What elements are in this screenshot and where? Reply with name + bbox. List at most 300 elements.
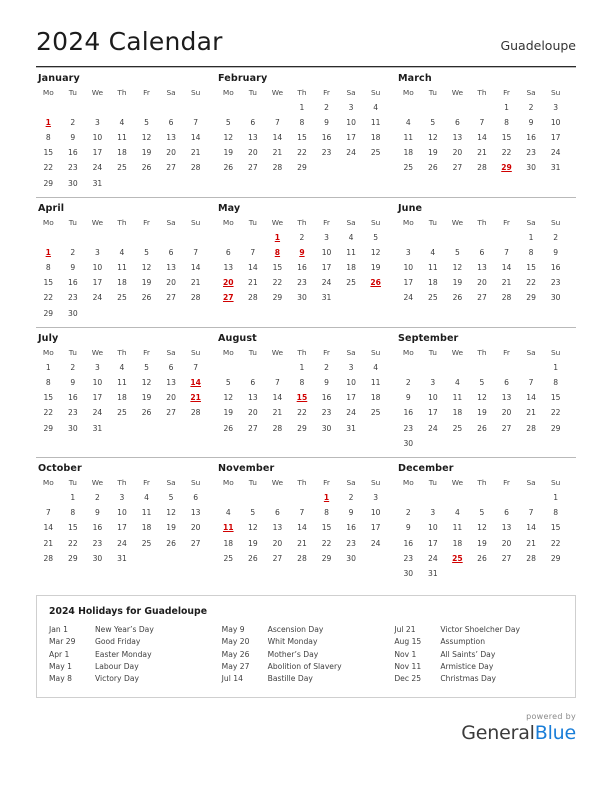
- day-cell[interactable]: 28: [190, 163, 201, 173]
- day-cell[interactable]: 12: [166, 508, 176, 518]
- day-cell[interactable]: 3: [348, 102, 354, 112]
- day-cell[interactable]: 4: [119, 117, 125, 127]
- day-cell[interactable]: 24: [550, 148, 561, 158]
- day-cell[interactable]: 3: [373, 492, 379, 502]
- day-cell-holiday[interactable]: 26: [370, 278, 381, 288]
- day-cell[interactable]: 11: [452, 523, 463, 533]
- day-cell[interactable]: 26: [477, 423, 487, 433]
- day-cell-holiday[interactable]: 21: [190, 393, 201, 403]
- day-cell[interactable]: 18: [370, 393, 381, 403]
- day-cell[interactable]: 19: [166, 523, 176, 533]
- day-cell[interactable]: 1: [528, 232, 534, 242]
- day-cell[interactable]: 19: [141, 278, 152, 288]
- day-cell[interactable]: 7: [250, 247, 256, 257]
- day-cell[interactable]: 24: [321, 278, 332, 288]
- day-cell[interactable]: 21: [248, 278, 258, 288]
- day-cell[interactable]: 1: [70, 492, 76, 502]
- day-cell[interactable]: 15: [43, 148, 54, 158]
- day-cell[interactable]: 31: [428, 568, 438, 578]
- day-cell[interactable]: 23: [526, 148, 536, 158]
- day-cell[interactable]: 25: [403, 163, 414, 173]
- day-cell-holiday[interactable]: 25: [452, 553, 463, 563]
- day-cell[interactable]: 9: [528, 117, 534, 127]
- day-cell[interactable]: 18: [346, 263, 356, 273]
- day-cell[interactable]: 9: [553, 247, 559, 257]
- day-cell[interactable]: 26: [452, 293, 463, 303]
- day-cell[interactable]: 23: [92, 538, 103, 548]
- day-cell[interactable]: 15: [550, 393, 561, 403]
- day-cell[interactable]: 30: [403, 568, 414, 578]
- day-cell[interactable]: 16: [526, 132, 536, 142]
- day-cell[interactable]: 18: [452, 408, 463, 418]
- day-cell[interactable]: 2: [70, 117, 76, 127]
- day-cell[interactable]: 16: [68, 148, 78, 158]
- day-cell[interactable]: 19: [370, 263, 381, 273]
- day-cell[interactable]: 21: [190, 148, 201, 158]
- day-cell[interactable]: 13: [248, 393, 258, 403]
- day-cell[interactable]: 3: [119, 492, 125, 502]
- day-cell[interactable]: 8: [45, 263, 51, 273]
- day-cell[interactable]: 2: [324, 362, 329, 372]
- day-cell[interactable]: 4: [144, 492, 149, 502]
- day-cell[interactable]: 21: [272, 148, 283, 158]
- day-cell[interactable]: 10: [321, 247, 332, 257]
- day-cell[interactable]: 28: [526, 423, 536, 433]
- day-cell[interactable]: 22: [297, 148, 307, 158]
- day-cell[interactable]: 17: [92, 278, 103, 288]
- day-cell[interactable]: 6: [168, 117, 174, 127]
- day-cell[interactable]: 14: [526, 393, 536, 403]
- day-cell[interactable]: 14: [501, 263, 512, 273]
- day-cell[interactable]: 16: [92, 523, 103, 533]
- day-cell[interactable]: 16: [68, 278, 78, 288]
- day-cell[interactable]: 30: [68, 423, 78, 433]
- day-cell[interactable]: 28: [501, 293, 512, 303]
- day-cell[interactable]: 10: [92, 263, 103, 273]
- day-cell[interactable]: 24: [346, 148, 356, 158]
- day-cell[interactable]: 17: [370, 523, 381, 533]
- day-cell[interactable]: 30: [297, 293, 307, 303]
- day-cell[interactable]: 29: [272, 293, 283, 303]
- day-cell[interactable]: 5: [225, 378, 231, 388]
- day-cell[interactable]: 17: [346, 132, 356, 142]
- day-cell[interactable]: 9: [405, 523, 411, 533]
- day-cell[interactable]: 5: [454, 247, 460, 257]
- day-cell[interactable]: 24: [370, 538, 381, 548]
- day-cell[interactable]: 2: [299, 232, 305, 242]
- day-cell[interactable]: 29: [526, 293, 536, 303]
- day-cell[interactable]: 14: [477, 132, 487, 142]
- day-cell[interactable]: 26: [477, 553, 487, 563]
- day-cell[interactable]: 18: [452, 538, 463, 548]
- day-cell[interactable]: 6: [479, 247, 485, 257]
- day-cell[interactable]: 25: [223, 553, 234, 563]
- day-cell[interactable]: 19: [141, 148, 152, 158]
- day-cell[interactable]: 17: [117, 523, 127, 533]
- day-cell[interactable]: 8: [45, 132, 51, 142]
- day-cell[interactable]: 14: [272, 393, 283, 403]
- day-cell[interactable]: 25: [141, 538, 152, 548]
- day-cell[interactable]: 13: [501, 393, 512, 403]
- day-cell[interactable]: 4: [454, 378, 460, 388]
- day-cell[interactable]: 20: [248, 408, 258, 418]
- day-cell[interactable]: 13: [190, 508, 201, 518]
- day-cell[interactable]: 1: [553, 492, 559, 502]
- day-cell[interactable]: 11: [346, 247, 356, 257]
- day-cell[interactable]: 29: [297, 163, 307, 173]
- day-cell[interactable]: 31: [321, 293, 332, 303]
- day-cell[interactable]: 1: [299, 362, 305, 372]
- day-cell[interactable]: 28: [526, 553, 536, 563]
- day-cell[interactable]: 12: [141, 263, 152, 273]
- day-cell[interactable]: 26: [248, 553, 258, 563]
- day-cell[interactable]: 8: [299, 117, 305, 127]
- day-cell[interactable]: 1: [504, 102, 509, 112]
- day-cell[interactable]: 7: [45, 508, 51, 518]
- day-cell[interactable]: 23: [68, 408, 78, 418]
- day-cell[interactable]: 20: [248, 148, 258, 158]
- day-cell[interactable]: 31: [117, 553, 127, 563]
- day-cell[interactable]: 13: [166, 132, 176, 142]
- day-cell[interactable]: 19: [141, 393, 152, 403]
- day-cell[interactable]: 27: [248, 423, 258, 433]
- day-cell[interactable]: 4: [225, 508, 231, 518]
- day-cell[interactable]: 28: [248, 293, 258, 303]
- day-cell[interactable]: 20: [166, 278, 176, 288]
- day-cell[interactable]: 1: [299, 102, 305, 112]
- day-cell[interactable]: 20: [501, 538, 512, 548]
- day-cell[interactable]: 10: [428, 523, 438, 533]
- day-cell[interactable]: 20: [477, 278, 487, 288]
- day-cell[interactable]: 21: [297, 538, 307, 548]
- day-cell[interactable]: 2: [553, 232, 559, 242]
- day-cell[interactable]: 5: [225, 117, 231, 127]
- day-cell[interactable]: 25: [346, 278, 356, 288]
- day-cell[interactable]: 24: [92, 163, 103, 173]
- day-cell-holiday[interactable]: 9: [299, 247, 305, 257]
- day-cell[interactable]: 8: [45, 378, 51, 388]
- day-cell[interactable]: 2: [70, 362, 76, 372]
- day-cell-holiday[interactable]: 11: [222, 523, 234, 533]
- day-cell[interactable]: 6: [250, 378, 256, 388]
- day-cell[interactable]: 4: [373, 102, 379, 112]
- day-cell[interactable]: 9: [70, 132, 76, 142]
- day-cell[interactable]: 30: [68, 178, 78, 188]
- day-cell[interactable]: 15: [526, 263, 536, 273]
- day-cell[interactable]: 4: [373, 362, 379, 372]
- day-cell[interactable]: 1: [45, 362, 51, 372]
- day-cell-holiday[interactable]: 14: [190, 378, 201, 388]
- day-cell[interactable]: 13: [452, 132, 463, 142]
- day-cell[interactable]: 5: [144, 247, 149, 257]
- day-cell[interactable]: 24: [117, 538, 127, 548]
- day-cell[interactable]: 24: [428, 423, 438, 433]
- day-cell[interactable]: 10: [370, 508, 381, 518]
- day-cell-holiday[interactable]: 8: [274, 247, 281, 257]
- day-cell[interactable]: 22: [526, 278, 536, 288]
- day-cell[interactable]: 29: [297, 423, 307, 433]
- day-cell[interactable]: 29: [43, 423, 54, 433]
- day-cell[interactable]: 7: [479, 117, 485, 127]
- day-cell[interactable]: 22: [43, 163, 54, 173]
- day-cell[interactable]: 27: [272, 553, 283, 563]
- day-cell[interactable]: 10: [117, 508, 127, 518]
- day-cell[interactable]: 15: [43, 278, 54, 288]
- day-cell[interactable]: 2: [405, 378, 411, 388]
- day-cell[interactable]: 26: [141, 293, 152, 303]
- day-cell[interactable]: 28: [190, 408, 201, 418]
- day-cell[interactable]: 16: [321, 393, 332, 403]
- day-cell[interactable]: 12: [223, 132, 234, 142]
- day-cell-holiday[interactable]: 29: [501, 163, 512, 173]
- day-cell[interactable]: 8: [504, 117, 509, 127]
- day-cell[interactable]: 9: [348, 508, 354, 518]
- day-cell[interactable]: 28: [272, 163, 283, 173]
- day-cell-holiday[interactable]: 27: [222, 293, 234, 303]
- day-cell[interactable]: 22: [297, 408, 307, 418]
- day-cell[interactable]: 23: [321, 408, 332, 418]
- day-cell[interactable]: 23: [68, 163, 78, 173]
- day-cell[interactable]: 10: [346, 378, 356, 388]
- day-cell[interactable]: 31: [92, 423, 103, 433]
- day-cell[interactable]: 6: [274, 508, 280, 518]
- day-cell[interactable]: 14: [272, 132, 283, 142]
- day-cell[interactable]: 19: [477, 408, 487, 418]
- day-cell[interactable]: 10: [92, 132, 103, 142]
- day-cell[interactable]: 12: [477, 523, 487, 533]
- day-cell[interactable]: 17: [92, 148, 103, 158]
- day-cell[interactable]: 29: [550, 423, 561, 433]
- day-cell[interactable]: 4: [119, 247, 125, 257]
- day-cell[interactable]: 5: [479, 508, 485, 518]
- day-cell[interactable]: 29: [321, 553, 332, 563]
- day-cell[interactable]: 8: [299, 378, 305, 388]
- day-cell[interactable]: 30: [550, 293, 561, 303]
- day-cell[interactable]: 25: [370, 148, 381, 158]
- day-cell-holiday[interactable]: 1: [323, 492, 330, 502]
- day-cell[interactable]: 10: [428, 393, 438, 403]
- day-cell[interactable]: 15: [321, 523, 332, 533]
- day-cell[interactable]: 30: [321, 423, 332, 433]
- day-cell[interactable]: 14: [297, 523, 307, 533]
- day-cell[interactable]: 10: [550, 117, 561, 127]
- day-cell[interactable]: 17: [92, 393, 103, 403]
- day-cell[interactable]: 23: [68, 293, 78, 303]
- day-cell[interactable]: 17: [428, 538, 438, 548]
- day-cell[interactable]: 13: [248, 132, 258, 142]
- day-cell[interactable]: 20: [272, 538, 283, 548]
- day-cell[interactable]: 18: [117, 278, 127, 288]
- day-cell[interactable]: 11: [370, 378, 381, 388]
- day-cell[interactable]: 22: [43, 293, 54, 303]
- day-cell[interactable]: 18: [223, 538, 234, 548]
- day-cell-holiday[interactable]: 1: [274, 232, 281, 242]
- day-cell[interactable]: 19: [428, 148, 438, 158]
- day-cell[interactable]: 27: [501, 553, 512, 563]
- day-cell[interactable]: 17: [428, 408, 438, 418]
- day-cell[interactable]: 7: [528, 508, 534, 518]
- day-cell[interactable]: 27: [452, 163, 463, 173]
- day-cell[interactable]: 14: [190, 263, 201, 273]
- day-cell[interactable]: 3: [553, 102, 559, 112]
- day-cell[interactable]: 28: [43, 553, 54, 563]
- day-cell[interactable]: 27: [477, 293, 487, 303]
- day-cell[interactable]: 15: [43, 393, 54, 403]
- day-cell[interactable]: 30: [92, 553, 103, 563]
- day-cell[interactable]: 29: [550, 553, 561, 563]
- day-cell[interactable]: 12: [370, 247, 381, 257]
- day-cell[interactable]: 14: [248, 263, 258, 273]
- day-cell[interactable]: 29: [43, 308, 54, 318]
- day-cell[interactable]: 11: [117, 263, 127, 273]
- day-cell[interactable]: 9: [94, 508, 100, 518]
- day-cell[interactable]: 16: [297, 263, 307, 273]
- day-cell[interactable]: 27: [166, 293, 176, 303]
- day-cell[interactable]: 24: [346, 408, 356, 418]
- day-cell[interactable]: 27: [166, 163, 176, 173]
- day-cell[interactable]: 8: [553, 508, 559, 518]
- day-cell[interactable]: 14: [190, 132, 201, 142]
- day-cell[interactable]: 11: [403, 132, 414, 142]
- day-cell[interactable]: 3: [94, 362, 100, 372]
- day-cell[interactable]: 16: [68, 393, 78, 403]
- day-cell[interactable]: 23: [346, 538, 356, 548]
- day-cell[interactable]: 23: [403, 423, 414, 433]
- day-cell[interactable]: 10: [403, 263, 414, 273]
- day-cell[interactable]: 27: [190, 538, 201, 548]
- day-cell[interactable]: 22: [501, 148, 512, 158]
- day-cell[interactable]: 10: [92, 378, 103, 388]
- day-cell[interactable]: 3: [405, 247, 411, 257]
- day-cell[interactable]: 6: [504, 508, 509, 518]
- day-cell[interactable]: 30: [68, 308, 78, 318]
- day-cell[interactable]: 6: [250, 117, 256, 127]
- day-cell[interactable]: 9: [70, 378, 76, 388]
- day-cell[interactable]: 17: [550, 132, 561, 142]
- day-cell[interactable]: 13: [166, 263, 176, 273]
- day-cell[interactable]: 23: [550, 278, 561, 288]
- day-cell[interactable]: 18: [117, 148, 127, 158]
- day-cell[interactable]: 25: [370, 408, 381, 418]
- day-cell[interactable]: 19: [452, 278, 463, 288]
- day-cell[interactable]: 7: [504, 247, 509, 257]
- day-cell[interactable]: 26: [223, 423, 234, 433]
- day-cell[interactable]: 16: [403, 408, 414, 418]
- day-cell[interactable]: 30: [403, 438, 414, 448]
- day-cell-holiday[interactable]: 15: [296, 393, 308, 403]
- day-cell[interactable]: 20: [166, 393, 176, 403]
- day-cell[interactable]: 25: [452, 423, 463, 433]
- day-cell[interactable]: 14: [526, 523, 536, 533]
- day-cell[interactable]: 18: [370, 132, 381, 142]
- day-cell[interactable]: 25: [428, 293, 438, 303]
- day-cell[interactable]: 9: [324, 378, 329, 388]
- day-cell[interactable]: 11: [117, 132, 127, 142]
- day-cell-holiday[interactable]: 20: [222, 278, 234, 288]
- day-cell[interactable]: 21: [501, 278, 512, 288]
- day-cell[interactable]: 25: [117, 163, 127, 173]
- day-cell[interactable]: 22: [68, 538, 78, 548]
- day-cell[interactable]: 20: [166, 148, 176, 158]
- day-cell[interactable]: 4: [405, 117, 411, 127]
- day-cell[interactable]: 27: [166, 408, 176, 418]
- day-cell[interactable]: 21: [526, 408, 536, 418]
- day-cell[interactable]: 2: [528, 102, 534, 112]
- day-cell[interactable]: 6: [454, 117, 460, 127]
- day-cell[interactable]: 21: [190, 278, 201, 288]
- day-cell[interactable]: 8: [70, 508, 76, 518]
- day-cell[interactable]: 3: [94, 247, 100, 257]
- day-cell[interactable]: 2: [348, 492, 354, 502]
- day-cell[interactable]: 24: [403, 293, 414, 303]
- day-cell[interactable]: 23: [403, 553, 414, 563]
- day-cell[interactable]: 16: [321, 132, 332, 142]
- day-cell[interactable]: 11: [117, 378, 127, 388]
- day-cell[interactable]: 12: [141, 132, 152, 142]
- day-cell[interactable]: 12: [477, 393, 487, 403]
- day-cell[interactable]: 16: [346, 523, 356, 533]
- day-cell[interactable]: 16: [403, 538, 414, 548]
- day-cell[interactable]: 4: [430, 247, 436, 257]
- day-cell[interactable]: 12: [428, 132, 438, 142]
- day-cell[interactable]: 2: [405, 508, 411, 518]
- day-cell[interactable]: 11: [141, 508, 152, 518]
- day-cell[interactable]: 5: [144, 117, 149, 127]
- day-cell[interactable]: 19: [223, 148, 234, 158]
- day-cell[interactable]: 5: [144, 362, 149, 372]
- day-cell[interactable]: 8: [553, 378, 559, 388]
- day-cell[interactable]: 8: [324, 508, 329, 518]
- day-cell[interactable]: 4: [454, 508, 460, 518]
- day-cell[interactable]: 31: [550, 163, 561, 173]
- day-cell[interactable]: 15: [272, 263, 283, 273]
- day-cell[interactable]: 7: [193, 247, 199, 257]
- day-cell[interactable]: 7: [299, 508, 305, 518]
- day-cell[interactable]: 18: [141, 523, 152, 533]
- day-cell-holiday[interactable]: 1: [45, 247, 51, 257]
- day-cell[interactable]: 13: [477, 263, 487, 273]
- day-cell[interactable]: 6: [168, 362, 174, 372]
- day-cell[interactable]: 10: [346, 117, 356, 127]
- day-cell[interactable]: 27: [248, 163, 258, 173]
- day-cell[interactable]: 21: [526, 538, 536, 548]
- day-cell[interactable]: 24: [92, 293, 103, 303]
- day-cell[interactable]: 18: [117, 393, 127, 403]
- day-cell[interactable]: 6: [168, 247, 174, 257]
- day-cell[interactable]: 29: [68, 553, 78, 563]
- day-cell[interactable]: 11: [452, 393, 463, 403]
- day-cell[interactable]: 28: [272, 423, 283, 433]
- day-cell[interactable]: 8: [528, 247, 534, 257]
- day-cell[interactable]: 31: [92, 178, 103, 188]
- day-cell[interactable]: 15: [550, 523, 561, 533]
- day-cell[interactable]: 26: [141, 408, 152, 418]
- day-cell[interactable]: 7: [274, 378, 280, 388]
- day-cell[interactable]: 7: [528, 378, 534, 388]
- day-cell[interactable]: 22: [272, 278, 283, 288]
- day-cell[interactable]: 12: [452, 263, 463, 273]
- day-cell[interactable]: 12: [223, 393, 234, 403]
- day-cell[interactable]: 31: [346, 423, 356, 433]
- day-cell[interactable]: 24: [428, 553, 438, 563]
- day-cell[interactable]: 5: [168, 492, 174, 502]
- day-cell[interactable]: 13: [223, 263, 234, 273]
- day-cell[interactable]: 18: [403, 148, 414, 158]
- day-cell[interactable]: 1: [553, 362, 559, 372]
- day-cell[interactable]: 26: [428, 163, 438, 173]
- day-cell[interactable]: 25: [117, 408, 127, 418]
- day-cell[interactable]: 17: [346, 393, 356, 403]
